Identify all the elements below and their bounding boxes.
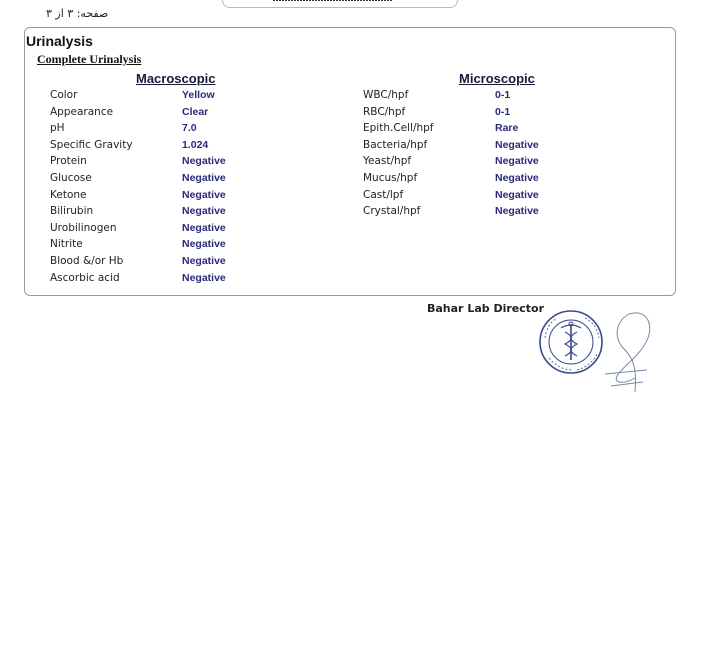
handwritten-signature-icon <box>605 313 650 392</box>
lab-stamp-and-signature <box>537 308 655 398</box>
test-value: Negative <box>182 271 226 284</box>
test-label: Bacteria/hpf <box>363 138 428 151</box>
test-value: 0-1 <box>495 89 511 101</box>
test-value: Negative <box>182 221 226 234</box>
test-value: 0-1 <box>495 105 511 118</box>
test-label: Ketone <box>50 188 87 201</box>
test-value: Negative <box>495 205 539 218</box>
macroscopic-heading: Macroscopic <box>136 71 216 86</box>
test-label: Crystal/hpf <box>363 205 421 218</box>
test-value: Yellow <box>182 89 215 101</box>
test-label: Ascorbic acid <box>50 271 120 284</box>
header-obscured-text <box>273 0 393 1</box>
microscopic-heading: Microscopic <box>459 71 535 86</box>
header-box <box>222 0 458 8</box>
urinalysis-panel <box>24 27 676 296</box>
test-label: Mucus/hpf <box>363 171 418 184</box>
test-value: Clear <box>182 105 209 118</box>
test-label: RBC/hpf <box>363 105 406 118</box>
test-value: 1.024 <box>182 138 209 151</box>
test-value: Negative <box>182 155 226 168</box>
page-indicator: صفحه: ۳ از ۳ <box>46 7 109 20</box>
test-value: Negative <box>182 188 226 201</box>
caduceus-stamp-icon <box>540 311 602 373</box>
test-value: Negative <box>182 205 226 218</box>
test-value: Negative <box>182 254 226 267</box>
test-value: 7.0 <box>182 122 197 135</box>
test-label: pH <box>50 122 65 135</box>
test-label: Epith.Cell/hpf <box>363 122 434 135</box>
section-subtitle: Complete Urinalysis <box>37 52 142 66</box>
test-value: Negative <box>495 171 539 184</box>
test-value: Negative <box>182 238 226 251</box>
test-value: Negative <box>495 138 539 151</box>
test-label: Cast/lpf <box>363 188 404 201</box>
test-label: Yeast/hpf <box>363 155 412 168</box>
test-value: Rare <box>495 122 519 135</box>
test-value: Negative <box>495 155 539 168</box>
test-label: Urobilinogen <box>50 221 117 234</box>
test-label: Appearance <box>50 105 114 118</box>
test-label: Bilirubin <box>50 205 94 218</box>
section-title: Urinalysis <box>26 33 93 49</box>
test-label: Glucose <box>50 171 92 184</box>
test-value: Negative <box>495 188 539 201</box>
test-label: Blood &/or Hb <box>50 254 124 267</box>
test-label: Color <box>50 89 78 101</box>
test-label: WBC/hpf <box>363 89 409 101</box>
test-label: Protein <box>50 155 87 168</box>
lab-director-label: Bahar Lab Director <box>427 302 544 315</box>
test-label: Nitrite <box>50 238 83 251</box>
test-value: Negative <box>182 171 226 184</box>
test-label: Specific Gravity <box>50 138 133 151</box>
